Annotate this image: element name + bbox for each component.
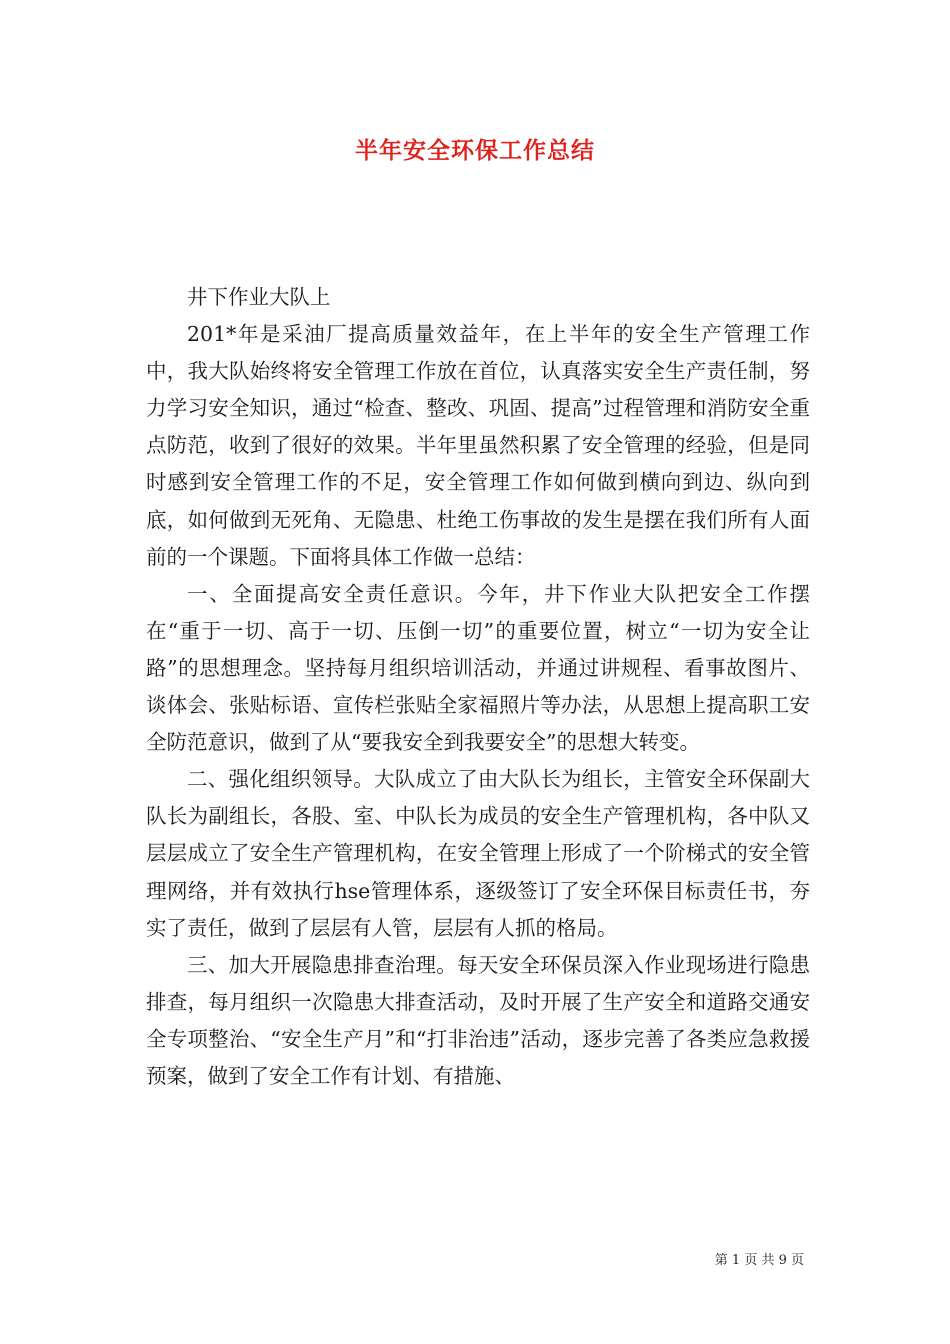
- document-body: [146, 279, 810, 1095]
- paragraph-section-1: 一、全面提高安全责任意识。今年，井下作业大队把安全工作摆在“重于一切、高于一切、压倒一切”的重要位置，树立“一切为安全让路”的思想理念。坚持每月组织培训活动，并通过讲规程、看事故图片、谈体会、张贴标语、宣传栏张贴全家福照片等办法，从思想上提高职工安全防范意识，做到了从“要我安全到我要安全”的思想大转变。: [146, 581, 810, 755]
- document-title: 半年安全环保工作总结: [355, 137, 595, 164]
- paragraph-section-2: 二、强化组织领导。大队成立了由大队长为组长，主管安全环保副大队长为副组长，各股、室、中队长为成员的安全生产管理机构，各中队又层层成立了安全生产管理机构，在安全管理上形成了一个阶梯式的安全管理网络，并有效执行hse管理体系，逐级签订了安全环保目标责任书，夯实了责任，做到了层层有人管，层层有人抓的格局。: [146, 767, 810, 940]
- paragraph-heading-unit: 井下作业大队上: [187, 285, 331, 309]
- paragraph-section-3: 三、加大开展隐患排查治理。每天安全环保员深入作业现场进行隐患排查，每月组织一次隐患大排查活动，及时开展了生产安全和道路交通安全专项整治、“安全生产月”和“打非治违”活动，逐步完善了各类应急救援预案，做到了安全工作有计划、有措施、: [146, 952, 810, 1088]
- page-number-footer: 第 1 页 共 9 页: [714, 1253, 804, 1268]
- paragraph-intro: 201*年是采油厂提高质量效益年，在上半年的安全生产管理工作中，我大队始终将安全管理工作放在首位，认真落实安全生产责任制，努力学习安全知识，通过“检查、整改、巩固、提高”过程管理和消防安全重点防范，收到了很好的效果。半年里虽然积累了安全管理的经验，但是同时感到安全管理工作的不足，安全管理工作如何做到横向到边、纵向到底，如何做到无死角、无隐患、杜绝工伤事故的发生是摆在我们所有人面前的一个课题。下面将具体工作做一总结：: [146, 322, 810, 569]
